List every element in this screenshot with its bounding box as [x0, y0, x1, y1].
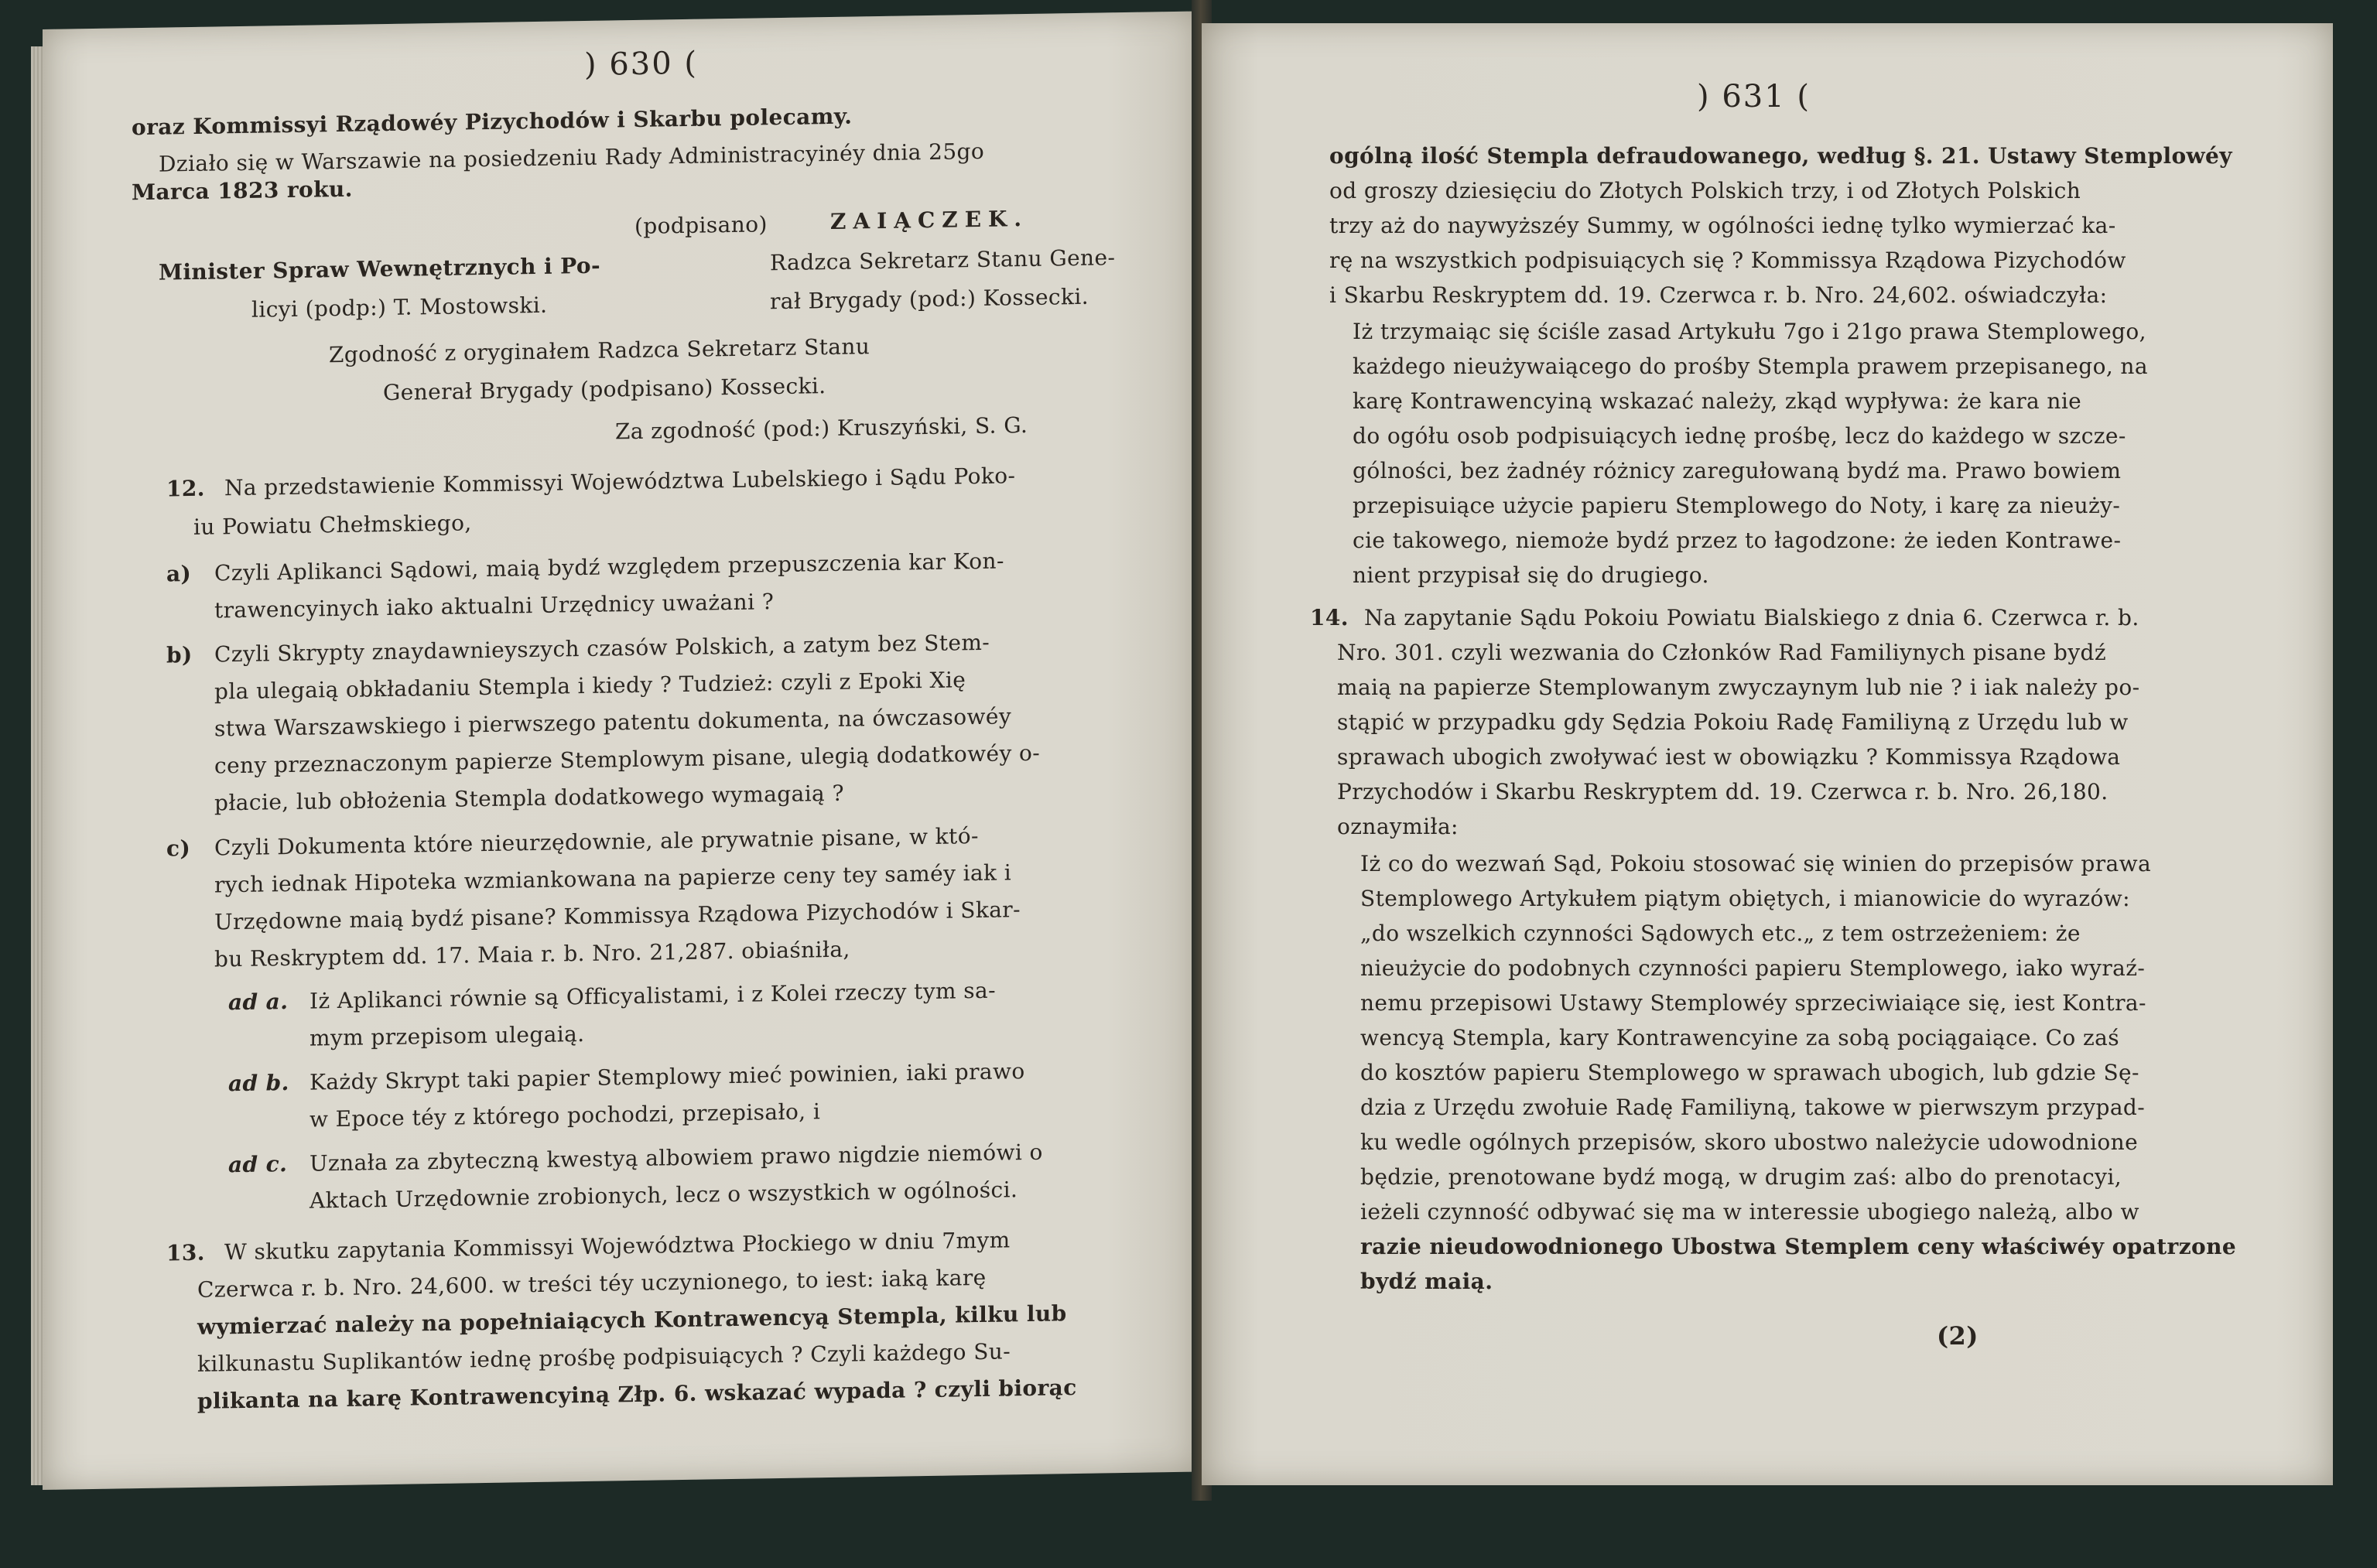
- text-line: maią na papierze Stemplowanym zwyczaynym lub nie ? i iak należy po-: [1337, 675, 2140, 700]
- text-line: Iż co do wezwań Sąd, Pokoiu stosować się winien do przepisów prawa: [1360, 851, 2152, 876]
- right-page: [1202, 23, 2333, 1485]
- text-line: trzy aż do naywyższéy Summy, w ogólności iednę tylko wymierzać ka-: [1329, 213, 2116, 238]
- left-page-text: [43, 12, 1199, 1490]
- text-line: plikanta na karę Kontrawencyiną Złp. 6. wskazać wypada ? czyli biorąc: [197, 1375, 1077, 1414]
- page-number: ) 630 (: [584, 45, 698, 84]
- text-line: sprawach ubogich zwoływać iest w obowiązku ? Kommissya Rządowa: [1337, 744, 2121, 770]
- text-line: Uznała za zbyteczną kwestyą albowiem prawo nigdzie niemówi o: [310, 1139, 1043, 1177]
- text-line: do ogółu osob podpisuiących iednę prośbę, lecz do każdego w szcze-: [1353, 423, 2126, 449]
- text-line: w Epoce téy z którego pochodzi, przepisało, i: [310, 1098, 821, 1132]
- text-line: mym przepisom ulegaią.: [310, 1020, 585, 1051]
- item-number: 13.: [166, 1239, 205, 1266]
- item-letter: b): [166, 641, 193, 668]
- text-line: Na zapytanie Sądu Pokoiu Powiatu Bialskiego z dnia 6. Czerwca r. b.: [1364, 605, 2139, 630]
- text-line: nemu przepisowi Ustawy Stemplowéy sprzeciwiaiące się, iest Kontra-: [1360, 990, 2146, 1016]
- text-line: rał Brygady (pod:) Kossecki.: [770, 283, 1089, 315]
- text-line: nieużycie do podobnych czynności papieru Stemplowego, iako wyraź-: [1360, 955, 2146, 981]
- text-line: Stemplowego Artykułem piątym obiętych, i mianowicie do wyrazów:: [1360, 886, 2131, 911]
- text-line: licyi (podp:) T. Mostowski.: [251, 292, 548, 323]
- text-line: oraz Kommissyi Rządowéy Pizychodów i Skarbu polecamy.: [132, 103, 853, 141]
- text-line: karę Kontrawencyiną wskazać należy, zkąd wypływa: że kara nie: [1353, 388, 2082, 414]
- text-line: stwa Warszawskiego i pierwszego patentu dokumenta, na ówczasowéy: [214, 703, 1012, 742]
- item-number: 14.: [1310, 605, 1349, 630]
- text-line: Czyli Dokumenta które nieurzędownie, ale prywatnie pisane, w któ-: [214, 822, 979, 861]
- text-line: kilkunastu Suplikantów iednę prośbę podpisuiących ? Czyli każdego Su-: [197, 1338, 1011, 1377]
- text-line: ogólną ilość Stempla defraudowanego, według §. 21. Ustawy Stemplowéy: [1329, 143, 2232, 169]
- signature-mark: (2): [1937, 1321, 1979, 1351]
- item-label: ad a.: [228, 989, 289, 1016]
- text-line: Marca 1823 roku.: [132, 176, 353, 206]
- text-line: będzie, prenotowane bydź mogą, w drugim zaś: albo do prenotacyi,: [1360, 1164, 2122, 1190]
- text-line: Czyli Skrypty znaydawnieyszych czasów Polskich, a zatym bez Stem-: [214, 629, 990, 668]
- text-line: wencyą Stempla, kary Kontrawencyine za sobą pociągaiące. Co zaś: [1360, 1025, 2119, 1050]
- text-line: przepisuiące użycie papieru Stemplowego do Noty, i karę za nieuży-: [1353, 493, 2121, 518]
- text-line: Każdy Skrypt taki papier Stemplowy mieć powinien, iaki prawo: [310, 1058, 1025, 1095]
- item-letter: c): [166, 835, 191, 862]
- text-line: iu Powiatu Chełmskiego,: [193, 510, 472, 540]
- text-line: trawencyinych iako aktualni Urzędnicy uważani ?: [214, 589, 775, 623]
- text-line: od groszy dziesięciu do Złotych Polskich trzy, i od Złotych Polskich: [1329, 178, 2081, 203]
- text-line: Zgodność z oryginałem Radzca Sekretarz Stanu: [329, 333, 870, 368]
- text-line: ieżeli czynność odbywać się ma w interessie ubogiego należą, albo w: [1360, 1199, 2139, 1225]
- text-line: gólności, bez żadnéy różnicy zaregułowaną bydź ma. Prawo bowiem: [1353, 458, 2122, 483]
- text-line: bydź maią.: [1360, 1269, 1493, 1294]
- text-line: cie takowego, niemoże bydź przez to łagodzone: że ieden Kontrawe-: [1353, 528, 2122, 553]
- text-line: W skutku zapytania Kommissyi Województwa Płockiego w dniu 7mym: [224, 1227, 1011, 1266]
- text-line: płacie, lub obłożenia Stempla dodatkowego wymagaią ?: [214, 780, 844, 816]
- text-line: i Skarbu Reskryptem dd. 19. Czerwca r. b. Nro. 24,602. oświadczyła:: [1329, 282, 2108, 308]
- text-line: Nro. 301. czyli wezwania do Członków Rad Familiynych pisane bydź: [1337, 640, 2107, 665]
- text-line: Czerwca r. b. Nro. 24,600. w treści téy uczynionego, to iest: iaką karę: [197, 1264, 987, 1303]
- text-line: Urzędowne maią bydź pisane? Kommissya Rządowa Pizychodów i Skar-: [214, 897, 1021, 935]
- text-line: (podpisano): [634, 211, 768, 239]
- text-line: wymierzać należy na popełniaiących Kontrawencyą Stempla, kilku lub: [197, 1300, 1067, 1340]
- right-page-text: [1202, 23, 2333, 1485]
- text-line: bu Reskryptem dd. 17. Maia r. b. Nro. 21,287. obiaśniła,: [214, 936, 850, 972]
- text-line: ceny przeznaczonym papierze Stemplowym pisane, ulegią dodatkowéy o-: [214, 740, 1041, 779]
- left-page: [43, 12, 1199, 1490]
- text-line: Aktach Urzędownie zrobionych, lecz o wszystkich w ogólności.: [310, 1177, 1018, 1214]
- signature-name: ZAIĄCZEK.: [830, 205, 1029, 235]
- text-line: rych iednak Hipoteka wzmiankowana na papierze ceny tey saméy iak i: [214, 859, 1012, 898]
- page-number: ) 631 (: [1697, 79, 1811, 114]
- text-line: dzia z Urzędu zwołuie Radę Familiyną, takowe w pierwszym przypad-: [1360, 1095, 2146, 1120]
- text-line: Za zgodność (pod:) Kruszyński, S. G.: [615, 412, 1028, 445]
- item-label: ad c.: [228, 1151, 288, 1178]
- text-line: Minister Spraw Wewnętrznych i Po-: [159, 252, 600, 285]
- text-line: Iż trzymaiąc się ściśle zasad Artykułu 7go i 21go prawa Stemplowego,: [1353, 319, 2146, 344]
- text-line: rę na wszystkich podpisuiących się ? Kommissya Rządowa Pizychodów: [1329, 248, 2126, 273]
- text-line: każdego nieużywaiącego do prośby Stempla prawem przepisanego, na: [1353, 354, 2148, 379]
- text-line: Działo się w Warszawie na posiedzeniu Rady Administracyinéy dnia 25go: [159, 138, 985, 177]
- text-line: Radzca Sekretarz Stanu Gene-: [770, 244, 1116, 276]
- text-line: razie nieudowodnionego Ubostwa Stemplem ceny właściwéy opatrzone: [1360, 1234, 2237, 1259]
- text-line: do kosztów papieru Stemplowego w sprawach ubogich, lub gdzie Sę-: [1360, 1060, 2139, 1085]
- item-number: 12.: [166, 475, 205, 502]
- text-line: Czyli Aplikanci Sądowi, maią bydź względem przepuszczenia kar Kon-: [214, 548, 1004, 586]
- text-line: Przychodów i Skarbu Reskryptem dd. 19. Czerwca r. b. Nro. 26,180.: [1337, 779, 2109, 804]
- text-line: ku wedle ogólnych przepisów, skoro ubostwo należycie udowodnione: [1360, 1129, 2139, 1155]
- text-line: „do wszelkich czynności Sądowych etc.„ z tem ostrzeżeniem: że: [1360, 921, 2081, 946]
- item-letter: a): [166, 560, 192, 587]
- text-line: oznaymiła:: [1337, 814, 1459, 839]
- item-label: ad b.: [228, 1069, 289, 1097]
- text-line: nient przypisał się do drugiego.: [1353, 562, 1709, 588]
- text-line: stąpić w przypadku gdy Sędzia Pokoiu Radę Familiyną z Urzędu lub w: [1337, 709, 2129, 735]
- text-line: Generał Brygady (podpisano) Kossecki.: [383, 373, 826, 406]
- text-line: Na przedstawienie Kommissyi Województwa Lubelskiego i Sądu Poko-: [224, 463, 1016, 501]
- text-line: pla ulegaią obkładaniu Stempla i kiedy ? Tudzież: czyli z Epoki Xię: [214, 667, 966, 705]
- text-line: Iż Aplikanci równie są Officyalistami, i z Kolei rzeczy tym sa-: [310, 977, 997, 1014]
